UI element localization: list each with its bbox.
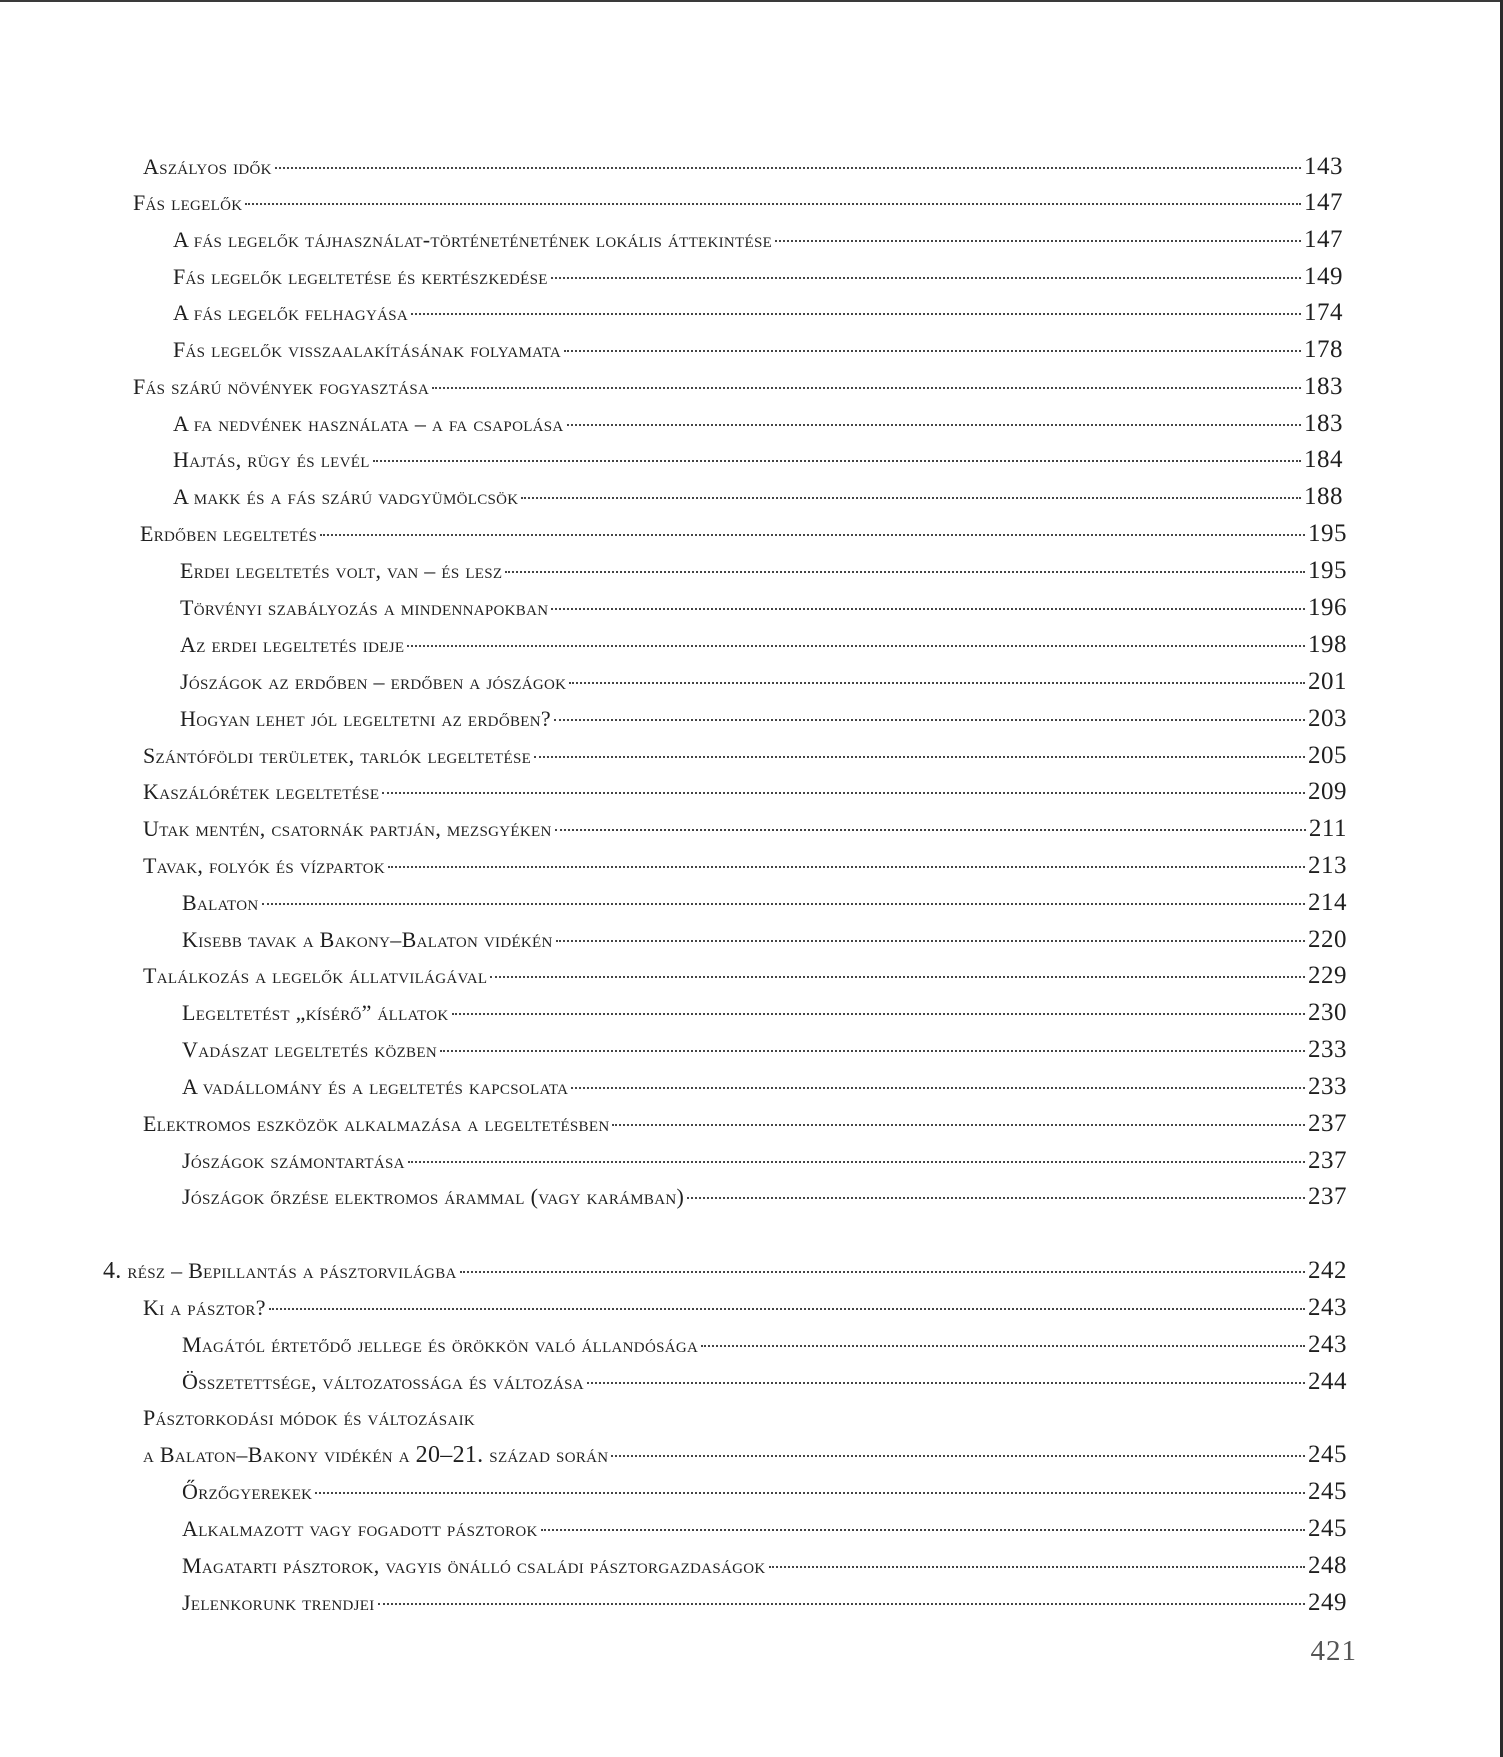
toc-entry-page: 233 (1308, 1036, 1347, 1063)
toc-entry-page: 230 (1308, 999, 1347, 1026)
toc-entry-page: 178 (1304, 336, 1343, 363)
toc-entry-title: Találkozás a legelők állatvilágával (143, 963, 488, 988)
toc-entry-page: 245 (1308, 1515, 1347, 1542)
toc-entry[interactable] (182, 1552, 1347, 1586)
toc-entry-page: 209 (1308, 778, 1347, 805)
toc-entry[interactable] (182, 889, 1347, 923)
dot-leader (587, 1382, 1305, 1384)
toc-entry-page: 214 (1308, 889, 1347, 916)
page-number: 421 (1310, 1635, 1357, 1667)
toc-entry[interactable] (182, 1073, 1347, 1107)
toc-part-title (103, 1258, 457, 1285)
toc-entry-page: 195 (1308, 520, 1347, 547)
toc-entry-page: 149 (1304, 263, 1343, 290)
toc-entry[interactable] (180, 594, 1347, 628)
toc-entry[interactable] (180, 557, 1347, 591)
toc-entry-title: Törvényi szabályozás a mindennapokban (180, 595, 549, 620)
dot-leader (315, 1492, 1305, 1494)
toc-entry[interactable] (133, 373, 1343, 407)
toc-entry-title: A fa nedvének használata – a fa csapolása (173, 411, 564, 436)
toc-entry[interactable] (182, 926, 1347, 960)
toc-entry-page: 244 (1308, 1368, 1347, 1395)
toc-entry[interactable] (180, 631, 1347, 665)
toc-entry[interactable] (143, 1405, 1347, 1439)
toc-entry-title: Fás szárú növények fogyasztása (133, 374, 430, 399)
dot-leader (245, 203, 1301, 205)
toc-entry-title: Összetettsége, változatossága és változása (182, 1369, 584, 1394)
toc-entry-title (143, 1442, 608, 1469)
toc-entry-page: 147 (1304, 226, 1343, 253)
toc-entry[interactable] (182, 1147, 1347, 1181)
toc-entry-page: 143 (1304, 153, 1343, 180)
toc-part-entry[interactable] (103, 1257, 1347, 1291)
toc-entry-page: 183 (1304, 410, 1343, 437)
toc-entry[interactable] (143, 1441, 1347, 1475)
dot-leader (701, 1345, 1305, 1347)
toc-entry-page: 242 (1308, 1257, 1347, 1284)
toc-entry-page: 220 (1308, 926, 1347, 953)
toc-entry[interactable] (173, 299, 1343, 333)
toc-entry-title: Magatarti pásztorok, vagyis önálló családi pásztorgazdaságok (182, 1553, 766, 1578)
toc-entry-title: Jelenkorunk trendjei (182, 1590, 375, 1615)
toc-entry-page: 198 (1308, 631, 1347, 658)
dot-leader (555, 829, 1306, 831)
toc-entry-page: 233 (1308, 1073, 1347, 1100)
dot-leader (432, 387, 1301, 389)
dot-leader (320, 534, 1305, 536)
toc-entry-page: 213 (1308, 852, 1347, 879)
dot-leader (571, 1087, 1305, 1089)
toc-entry[interactable] (182, 1515, 1347, 1549)
dot-leader (611, 1455, 1305, 1457)
dot-leader (564, 350, 1301, 352)
toc-entry-title: Elektromos eszközök alkalmazása a legeltetésben (143, 1111, 610, 1136)
toc-entry-title: Hogyan lehet jól legeltetni az erdőben? (180, 706, 551, 731)
toc-entry-title: Az erdei legeltetés ideje (180, 632, 405, 657)
toc-entry-page: 196 (1308, 594, 1347, 621)
toc-entry-title: Őrzőgyerekek (182, 1479, 313, 1504)
toc-entry-title: A fás legelők felhagyása (173, 300, 409, 325)
dot-leader (373, 460, 1301, 462)
toc-entry[interactable] (173, 336, 1343, 370)
toc-entry-title: Jószágok őrzése elektromos árammal (vagy karámban) (182, 1184, 685, 1209)
toc-entry-title: Fás legelők legeltetése és kertészkedése (173, 264, 548, 289)
dot-leader (460, 1271, 1305, 1273)
toc-entry-title: Aszályos idők (143, 154, 272, 179)
toc-entry-title: Hajtás, rügy és levél (173, 447, 370, 472)
toc-entry-page: 229 (1308, 962, 1347, 989)
dot-leader (775, 240, 1301, 242)
toc-entry[interactable] (143, 742, 1347, 776)
dot-leader (440, 1050, 1305, 1052)
dot-leader (551, 277, 1301, 279)
toc-entry-page: 245 (1308, 1441, 1347, 1468)
dot-leader (408, 1161, 1305, 1163)
title-part: a Balaton–Bakony vidékén a (143, 1442, 410, 1467)
toc-entry-page: 243 (1308, 1294, 1347, 1321)
toc-entry-title: A vadállomány és a legeltetés kapcsolata (182, 1074, 569, 1099)
toc-entry-page: 248 (1308, 1552, 1347, 1579)
dot-leader (567, 424, 1301, 426)
toc-entry-page: 245 (1308, 1478, 1347, 1505)
toc-entry[interactable] (173, 263, 1343, 297)
toc-entry[interactable] (143, 852, 1347, 886)
toc-entry-title: Kisebb tavak a Bakony–Balaton vidékén (182, 927, 553, 952)
toc-entry-page: 195 (1308, 557, 1347, 584)
toc-entry[interactable] (143, 815, 1347, 849)
dot-leader (490, 976, 1305, 978)
toc-entry[interactable] (182, 999, 1347, 1033)
dot-leader (505, 571, 1305, 573)
title-part: század során (489, 1442, 609, 1467)
toc-entry-title: Jószágok számontartása (182, 1148, 405, 1173)
dot-leader (452, 1013, 1305, 1015)
toc-entry-page: 184 (1304, 446, 1343, 473)
toc-entry-page: 205 (1308, 742, 1347, 769)
toc-entry-title: Magától értetődő jellege és örökkön való állandósága (182, 1332, 699, 1357)
toc-entry[interactable] (143, 962, 1347, 996)
toc-entry-page: 183 (1304, 373, 1343, 400)
toc-entry[interactable] (180, 668, 1347, 702)
toc-entry-title: A fás legelők tájhasználat-történeténetének lokális áttekintése (173, 227, 773, 252)
toc-entry-title: Fás legelők visszaalakításának folyamata (173, 337, 562, 362)
toc-entry-page: 203 (1308, 705, 1347, 732)
dot-leader (551, 608, 1305, 610)
dot-leader (556, 940, 1305, 942)
toc-entry[interactable] (182, 1331, 1347, 1365)
dot-leader (262, 903, 1306, 905)
toc-entry[interactable] (140, 520, 1347, 554)
toc-entry-page: 243 (1308, 1331, 1347, 1358)
toc-entry[interactable] (173, 410, 1343, 444)
toc-entry-title: Jószágok az erdőben – erdőben a jószágok (180, 669, 567, 694)
toc-entry-title: Fás legelők (133, 190, 243, 215)
toc-entry-title: Vadászat legeltetés közben (182, 1037, 437, 1062)
toc-entry-page: 249 (1308, 1589, 1347, 1616)
toc-entry[interactable] (173, 446, 1343, 480)
dot-leader (569, 682, 1305, 684)
toc-entry-title: Pásztorkodási módok és változásaik (143, 1405, 476, 1430)
dot-leader (534, 756, 1305, 758)
dot-leader (687, 1197, 1305, 1199)
toc-entry-title: Balaton (182, 890, 259, 915)
dot-leader (554, 719, 1305, 721)
toc-entry[interactable] (143, 1294, 1347, 1328)
toc-entry-title: Erdei legeltetés volt, van – és lesz (180, 558, 503, 583)
toc-entry-title: Tavak, folyók és vízpartok (143, 853, 385, 878)
toc-entry[interactable] (182, 1478, 1347, 1512)
toc-entry[interactable] (182, 1183, 1347, 1217)
part-title-text: rész – Bepillantás a pásztorvilágba (127, 1258, 457, 1283)
toc-entry-title: Ki a pásztor? (143, 1295, 266, 1320)
dot-leader (382, 792, 1305, 794)
dot-leader (411, 313, 1301, 315)
toc-entry-title: Utak mentén, csatornák partján, mezsgyéken (143, 816, 552, 841)
dot-leader (388, 866, 1305, 868)
toc-entry-title: Erdőben legeltetés (140, 521, 318, 546)
dot-leader (612, 1124, 1305, 1126)
dot-leader (769, 1566, 1306, 1568)
toc-entry-page: 237 (1308, 1110, 1347, 1137)
toc-entry[interactable] (173, 226, 1343, 260)
dot-leader (275, 167, 1301, 169)
toc-entry[interactable] (133, 189, 1343, 223)
dot-leader (541, 1529, 1305, 1531)
toc-entry[interactable] (180, 705, 1347, 739)
toc-entry[interactable] (143, 778, 1347, 812)
toc-entry-title: A makk és a fás szárú vadgyümölcsök (173, 484, 519, 509)
toc-entry-page: 211 (1308, 815, 1347, 842)
dot-leader (269, 1308, 1305, 1310)
toc-entry[interactable] (143, 153, 1343, 187)
toc-entry[interactable] (182, 1368, 1347, 1402)
dot-leader (521, 497, 1301, 499)
toc-entry[interactable] (182, 1036, 1347, 1070)
toc-entry-title: Legeltetést „kísérő” állatok (182, 1000, 449, 1025)
toc-entry-page: 147 (1304, 189, 1343, 216)
dot-leader (407, 645, 1305, 647)
toc-entry-page: 174 (1304, 299, 1343, 326)
toc-entry-page: 188 (1304, 483, 1343, 510)
toc-entry-page: 201 (1308, 668, 1347, 695)
toc-entry-page: 237 (1308, 1183, 1347, 1210)
toc-entry[interactable] (173, 483, 1343, 517)
dot-leader (378, 1603, 1305, 1605)
toc-entry[interactable] (143, 1110, 1347, 1144)
toc-entry-title: Kaszálórétek legeltetése (143, 779, 380, 804)
toc-entry[interactable] (182, 1589, 1347, 1623)
part-number: 4. (103, 1258, 122, 1284)
century-number: 20–21. (415, 1442, 484, 1468)
toc-entry-title: Alkalmazott vagy fogadott pásztorok (182, 1516, 538, 1541)
toc-entry-title: Szántóföldi területek, tarlók legeltetése (143, 743, 532, 768)
toc-entry-page: 237 (1308, 1147, 1347, 1174)
